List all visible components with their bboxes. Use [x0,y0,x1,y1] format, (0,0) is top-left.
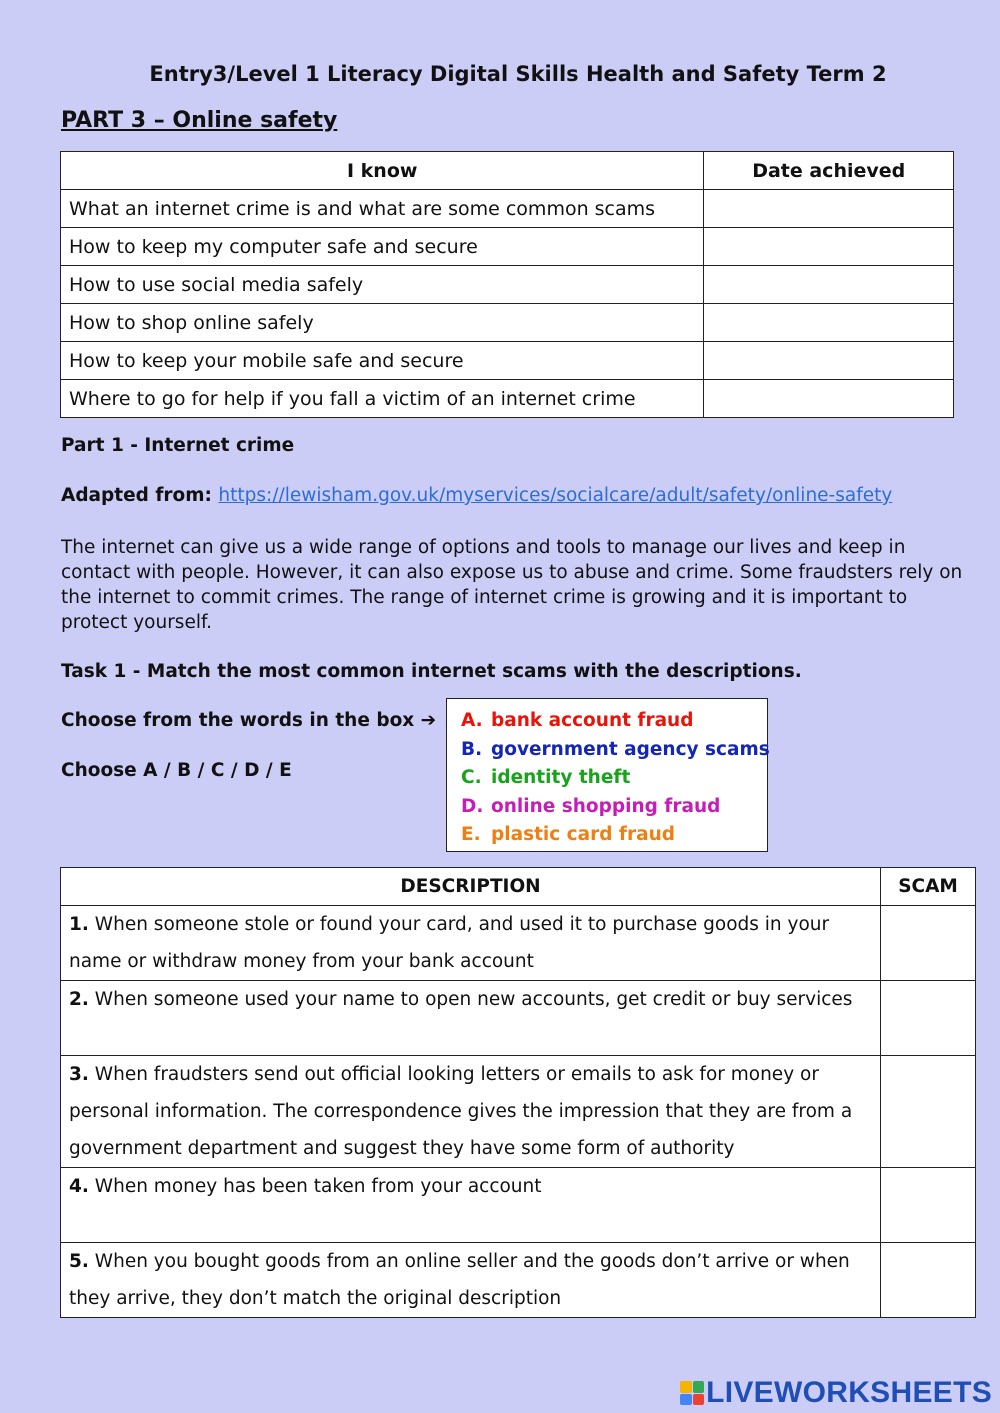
table-row [61,981,976,1056]
table-row [61,266,954,304]
option-text: online shopping fraud [491,795,721,817]
choose-words-instruction: Choose from the words in the box ➔ [61,710,437,731]
word-option-e [461,821,767,850]
row-number: 5. [69,1251,89,1272]
row-number: 4. [69,1176,89,1197]
date-achieved-field[interactable] [704,342,954,380]
skill-label: How to use social media safely [61,266,704,304]
description-text: When someone stole or found your card, and used it to purchase goods in your name or withdraw money from your bank account [69,914,830,972]
option-text: identity theft [491,767,631,788]
option-letter: A. [461,710,483,731]
table-row [61,1243,976,1318]
skill-label: What an internet crime is and what are some common scams [61,190,704,228]
option-letter: C. [461,767,482,788]
description-cell [61,906,881,981]
table-row [61,1056,976,1168]
table-row [61,906,976,981]
header-i-know: I know [61,152,704,190]
liveworksheets-logo [680,1376,992,1410]
source-link[interactable]: https://lewisham.gov.uk/myservices/socialcare/adult/safety/online-safety [218,485,893,506]
word-option-a [461,707,767,736]
word-option-d [461,793,767,822]
description-text: When fraudsters send out official looking letters or emails to ask for money or personal information. The correspondence gives the impression that they are from a government department and suggest they have some form of authority [69,1064,853,1159]
logo-text: LIVEWORKSHEETS [706,1376,992,1409]
scam-answer-field[interactable] [881,1243,976,1318]
task-heading: Task 1 - Match the most common internet scams with the descriptions. [61,661,802,682]
date-achieved-field[interactable] [704,228,954,266]
table-row [61,342,954,380]
word-box [446,698,768,852]
row-number: 3. [69,1064,89,1085]
scam-answer-field[interactable] [881,981,976,1056]
scam-answer-field[interactable] [881,1168,976,1243]
header-description: DESCRIPTION [61,868,881,906]
option-letter: D. [461,795,484,817]
option-text: bank account fraud [491,710,694,731]
table-row [61,380,954,418]
skill-label: How to shop online safely [61,304,704,342]
description-text: When you bought goods from an online seller and the goods don’t arrive or when they arrive, they don’t match the original description [69,1251,850,1309]
option-letter: E. [461,824,481,845]
scam-answer-field[interactable] [881,1056,976,1168]
part-heading: PART 3 – Online safety [61,108,338,133]
option-text: plastic card fraud [491,824,675,845]
option-letter: B. [461,738,483,760]
date-achieved-field[interactable] [704,190,954,228]
i-know-table [60,151,954,418]
row-number: 2. [69,989,89,1010]
table-header-row [61,152,954,190]
description-cell [61,1243,881,1318]
date-achieved-field[interactable] [704,304,954,342]
section-heading: Part 1 - Internet crime [61,435,295,456]
header-date-achieved: Date achieved [704,152,954,190]
worksheet-title: Entry3/Level 1 Literacy Digital Skills Health and Safety Term 2 [149,62,887,86]
intro-paragraph: The internet can give us a wide range of options and tools to manage our lives and keep in contact with people. However, it can also expose us to abuse and crime. Some fraudsters rely on the internet to commit crimes. The range of internet crime is growing and it is important to protect yourself. [61,537,963,633]
logo-icon [680,1381,704,1405]
choose-letters-instruction: Choose A / B / C / D / E [61,760,292,781]
date-achieved-field[interactable] [704,380,954,418]
header-scam: SCAM [881,868,976,906]
word-option-b [461,736,770,765]
description-text: When someone used your name to open new accounts, get credit or buy services [94,989,853,1010]
adapted-from [61,485,892,506]
date-achieved-field[interactable] [704,266,954,304]
row-number: 1. [69,914,89,935]
scam-answer-field[interactable] [881,906,976,981]
description-cell [61,981,881,1056]
description-cell [61,1056,881,1168]
table-row [61,304,954,342]
skill-label: How to keep your mobile safe and secure [61,342,704,380]
table-row [61,228,954,266]
table-header-row [61,868,976,906]
scam-table [60,867,976,1318]
table-row [61,1168,976,1243]
table-row [61,190,954,228]
description-text: When money has been taken from your account [94,1176,542,1197]
word-option-c [461,764,767,793]
skill-label: How to keep my computer safe and secure [61,228,704,266]
option-text: government agency scams [491,738,770,760]
adapted-label: Adapted from: [61,485,212,506]
skill-label: Where to go for help if you fall a victim of an internet crime [61,380,704,418]
description-cell [61,1168,881,1243]
